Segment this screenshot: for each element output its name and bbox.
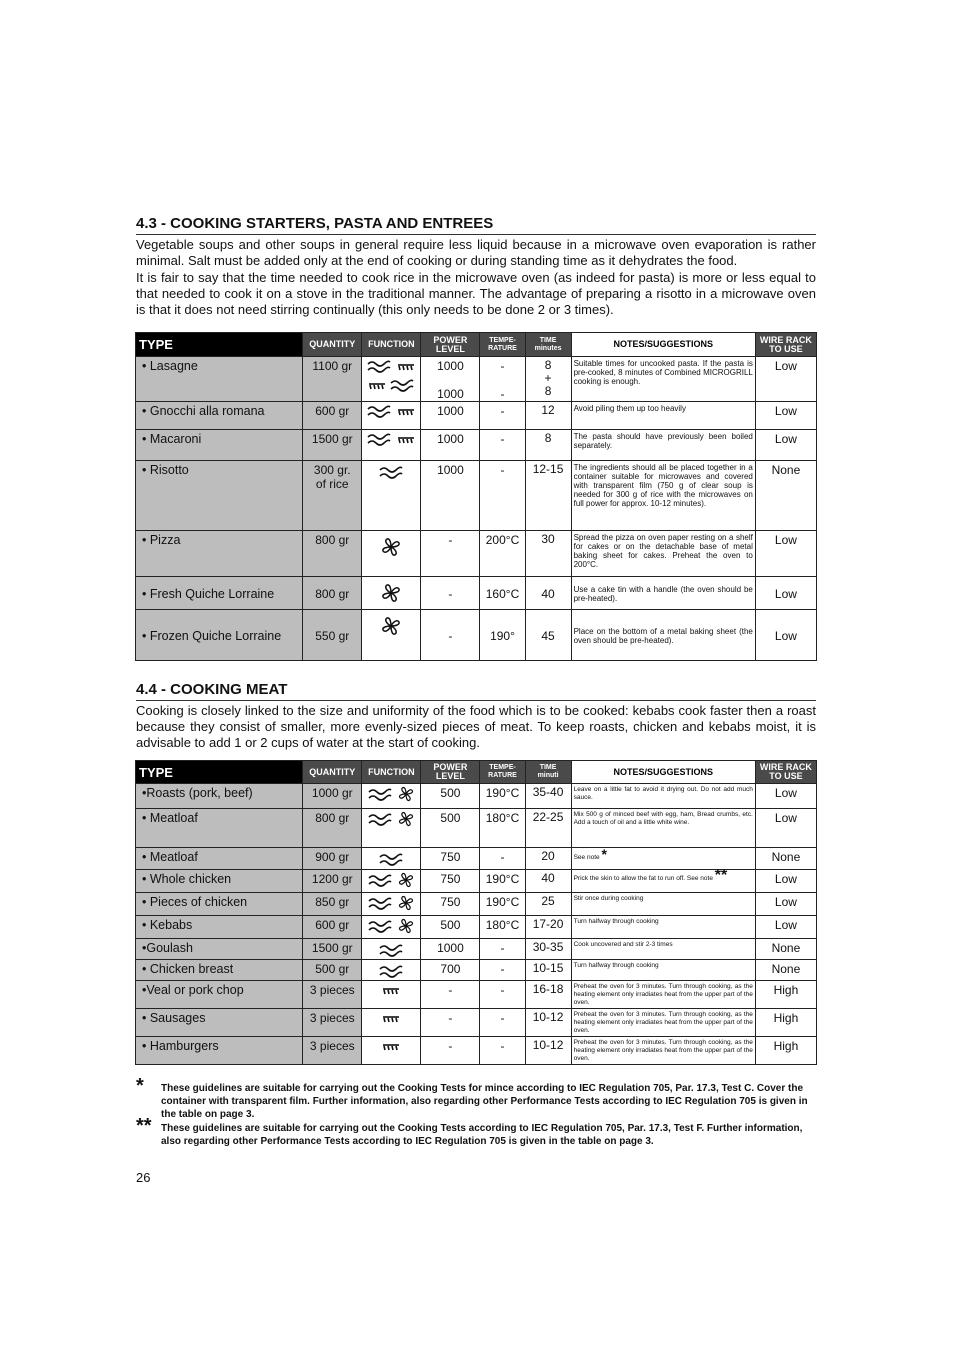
time-cell: 12 [525, 402, 571, 430]
power-cell: 1000 [421, 402, 480, 430]
quantity-cell: 3 pieces [303, 1009, 362, 1037]
header-time: TIME minutes [525, 333, 571, 357]
notes-cell: Leave on a little fat to avoid it drying out. Do not add much sauce. [571, 784, 755, 809]
footnotes [136, 1075, 816, 1148]
function-cell [362, 848, 421, 870]
function-cell [362, 461, 421, 531]
temperature-cell: - [480, 939, 525, 960]
header-time: TIME minuti [525, 761, 571, 784]
microwave-icon [379, 852, 403, 866]
microwave-icon [390, 378, 414, 392]
quantity-cell: 800 gr [303, 531, 362, 577]
table-row [136, 784, 817, 809]
fan-icon [381, 537, 401, 557]
temperature-cell: - [480, 1009, 525, 1037]
header-type: TYPE [136, 761, 303, 784]
type-cell: • Pizza [136, 531, 303, 577]
quantity-cell: 850 gr [303, 893, 362, 916]
function-cell [362, 981, 421, 1009]
table-row [136, 960, 817, 981]
wire-rack-cell: Low [755, 430, 816, 461]
time-cell: 40 [525, 577, 571, 610]
notes-cell: Mix 500 g of minced beef with egg, ham, Bread crumbs, etc. Add a touch of oil and a little white wine. [571, 809, 755, 848]
notes-cell: Avoid piling them up too heavily [571, 402, 755, 430]
type-cell: • Chicken breast [136, 960, 303, 981]
temperature-cell: 190°C [480, 784, 525, 809]
type-cell: •Roasts (pork, beef) [136, 784, 303, 809]
type-cell: • Meatloaf [136, 848, 303, 870]
power-cell: 700 [421, 960, 480, 981]
header-function: FUNCTION [362, 333, 421, 357]
notes-cell: The ingredients should all be placed together in a container suitable for microwaves and covered with transparent film (750 g of clear soup is needed for 300 g of rice with the microwaves on full power for approx. 10-12 minutes). [571, 461, 755, 531]
function-cell [362, 402, 421, 430]
power-cell: 1000 [421, 461, 480, 531]
fan-icon [381, 616, 401, 636]
function-cell [362, 939, 421, 960]
function-cell [362, 577, 421, 610]
page-content [136, 215, 816, 1148]
wire-rack-cell: Low [755, 402, 816, 430]
microwave-icon [379, 465, 403, 479]
wire-rack-cell: Low [755, 893, 816, 916]
type-cell: •Veal or pork chop [136, 981, 303, 1009]
table-row [136, 402, 817, 430]
notes-cell: Preheat the oven for 3 minutes. Turn through cooking, as the heating element only irradiates heat from the upper part of the oven. [571, 1009, 755, 1037]
table-row [136, 610, 817, 661]
quantity-cell: 550 gr [303, 610, 362, 661]
time-cell: 25 [525, 893, 571, 916]
type-cell: • Risotto [136, 461, 303, 531]
table-row [136, 939, 817, 960]
table-row [136, 430, 817, 461]
quantity-cell: 1500 gr [303, 430, 362, 461]
power-cell: 1000 [421, 939, 480, 960]
fan-icon [398, 895, 414, 911]
power-cell: 750 [421, 870, 480, 893]
table-row [136, 809, 817, 848]
microwave-icon [368, 919, 392, 933]
power-cell: 500 [421, 809, 480, 848]
type-cell: • Fresh Quiche Lorraine [136, 577, 303, 610]
fan-icon [398, 786, 414, 802]
quantity-cell: 800 gr [303, 809, 362, 848]
type-cell: • Whole chicken [136, 870, 303, 893]
function-cell [362, 430, 421, 461]
quantity-cell: 3 pieces [303, 1037, 362, 1065]
quantity-cell: 300 gr. of rice [303, 461, 362, 531]
power-cell: 1000 1000 [421, 357, 480, 402]
type-cell: • Meatloaf [136, 809, 303, 848]
header-function: FUNCTION [362, 761, 421, 784]
header-wire-rack: WIRE RACK TO USE [755, 761, 816, 784]
quantity-cell: 1100 gr [303, 357, 362, 402]
header-notes: NOTES/SUGGESTIONS [571, 761, 755, 784]
notes-cell: Use a cake tin with a handle (the oven should be pre-heated). [571, 577, 755, 610]
section-4-3-title: 4.3 - COOKING STARTERS, PASTA AND ENTREES [136, 215, 816, 235]
quantity-cell: 900 gr [303, 848, 362, 870]
power-cell: - [421, 981, 480, 1009]
time-cell: 40 [525, 870, 571, 893]
temperature-cell: - [480, 430, 525, 461]
fan-icon [398, 918, 414, 934]
section-4-4-para-1: Cooking is closely linked to the size and uniformity of the food which is to be cooked: kebabs cook faster then a roast because they consist of smaller, more evenly-sized pieces of meat. To keep roasts, chicken and kebabs moist, it is advisable to add 1 or 2 cups of water at the start of cooking. [136, 703, 816, 750]
time-cell: 8 [525, 430, 571, 461]
table-row [136, 357, 817, 402]
microwave-icon [379, 943, 403, 957]
power-cell: - [421, 610, 480, 661]
power-cell: - [421, 577, 480, 610]
temperature-cell: - [480, 981, 525, 1009]
quantity-cell: 600 gr [303, 402, 362, 430]
wire-rack-cell: Low [755, 531, 816, 577]
power-cell: 750 [421, 893, 480, 916]
notes-cell: Turn halfway through cooking [571, 916, 755, 939]
note-mark: ** [714, 867, 728, 884]
footnote-2: ** These guidelines are suitable for carrying out the Cooking Tests according to IEC Regulation 705, Par. 17.3, Test F. Further information, also regarding other Performance Tests according to IEC Regulation 705 is given in the table on page 3. [136, 1115, 803, 1147]
time-cell: 30 [525, 531, 571, 577]
function-cell [362, 893, 421, 916]
header-wire-rack: WIRE RACK TO USE [755, 333, 816, 357]
temperature-cell: 190° [480, 610, 525, 661]
wire-rack-cell: High [755, 1009, 816, 1037]
power-cell: 750 [421, 848, 480, 870]
type-cell: • Pieces of chicken [136, 893, 303, 916]
temperature-cell: - [480, 960, 525, 981]
wire-rack-cell: None [755, 848, 816, 870]
wire-rack-cell: Low [755, 357, 816, 402]
time-cell: 30-35 [525, 939, 571, 960]
notes-cell: Stir once during cooking [571, 893, 755, 916]
function-cell [362, 809, 421, 848]
quantity-cell: 1500 gr [303, 939, 362, 960]
table-row [136, 577, 817, 610]
temperature-cell: - [480, 848, 525, 870]
header-power-level: POWER LEVEL [421, 333, 480, 357]
time-cell: 20 [525, 848, 571, 870]
microwave-icon [379, 964, 403, 978]
section-4-3-para-2: It is fair to say that the time needed to cook rice in the microwave oven (as indeed for pasta) is more or less equal to that needed to cook it on a stove in the traditional manner. The advantage of preparing a risotto in a microwave oven is that it does not need stirring continually (this only needs to be done 2 or 3 times). [136, 270, 816, 317]
quantity-cell: 800 gr [303, 577, 362, 610]
wire-rack-cell: High [755, 1037, 816, 1065]
time-cell: 35-40 [525, 784, 571, 809]
function-cell [362, 960, 421, 981]
notes-cell: Preheat the oven for 3 minutes. Turn through cooking, as the heating element only irradiates heat from the upper part of the oven. [571, 981, 755, 1009]
power-cell: - [421, 531, 480, 577]
notes-cell: Place on the bottom of a metal baking sheet (the oven should be pre-heated). [571, 610, 755, 661]
header-temperature: TEMPE- RATURE [480, 333, 525, 357]
table-row [136, 531, 817, 577]
wire-rack-cell: Low [755, 916, 816, 939]
microwave-icon [367, 432, 391, 446]
time-cell: 17-20 [525, 916, 571, 939]
wire-rack-cell: None [755, 939, 816, 960]
header-power-level: POWER LEVEL [421, 761, 480, 784]
type-cell: •Goulash [136, 939, 303, 960]
function-cell [362, 357, 421, 402]
grill-icon [368, 382, 386, 392]
microwave-icon [367, 404, 391, 418]
function-cell [362, 870, 421, 893]
microwave-icon [368, 873, 392, 887]
wire-rack-cell: Low [755, 610, 816, 661]
function-cell [362, 610, 421, 661]
header-quantity: QUANTITY [303, 761, 362, 784]
temperature-cell: - [480, 402, 525, 430]
section-4-4-title: 4.4 - COOKING MEAT [136, 681, 816, 701]
fan-icon [398, 811, 414, 827]
grill-icon [397, 408, 415, 418]
page-number: 26 [136, 1170, 151, 1185]
power-cell: - [421, 1037, 480, 1065]
temperature-cell: 190°C [480, 870, 525, 893]
quantity-cell: 500 gr [303, 960, 362, 981]
notes-cell: Prick the skin to allow the fat to run off. See note ** [571, 870, 755, 893]
temperature-cell: 200°C [480, 531, 525, 577]
time-cell: 10-12 [525, 1009, 571, 1037]
table-row [136, 1009, 817, 1037]
type-cell: • Frozen Quiche Lorraine [136, 610, 303, 661]
time-cell: 10-15 [525, 960, 571, 981]
note-mark: * [601, 846, 607, 862]
microwave-icon [367, 359, 391, 373]
wire-rack-cell: None [755, 461, 816, 531]
meat-table [135, 760, 817, 1065]
wire-rack-cell: None [755, 960, 816, 981]
table-row [136, 1037, 817, 1065]
time-cell: 8 + 8 [525, 357, 571, 402]
quantity-cell: 3 pieces [303, 981, 362, 1009]
quantity-cell: 600 gr [303, 916, 362, 939]
notes-cell: Cook uncovered and stir 2-3 times [571, 939, 755, 960]
wire-rack-cell: Low [755, 784, 816, 809]
notes-cell: The pasta should have previously been boiled separately. [571, 430, 755, 461]
starters-table [135, 332, 817, 661]
type-cell: • Hamburgers [136, 1037, 303, 1065]
wire-rack-cell: High [755, 981, 816, 1009]
power-cell: - [421, 1009, 480, 1037]
microwave-icon [368, 787, 392, 801]
fan-icon [381, 583, 401, 603]
header-notes: NOTES/SUGGESTIONS [571, 333, 755, 357]
time-cell: 10-12 [525, 1037, 571, 1065]
quantity-cell: 1200 gr [303, 870, 362, 893]
power-cell: 500 [421, 916, 480, 939]
header-quantity: QUANTITY [303, 333, 362, 357]
grill-icon [397, 363, 415, 373]
table-row [136, 893, 817, 916]
notes-cell: See note * [571, 848, 755, 870]
function-cell [362, 916, 421, 939]
time-cell: 45 [525, 610, 571, 661]
temperature-cell: 180°C [480, 916, 525, 939]
temperature-cell: 180°C [480, 809, 525, 848]
notes-cell: Suitable times for uncooked pasta. If the pasta is pre-cooked, 8 minutes of Combined MICROGRILL cooking is enough. [571, 357, 755, 402]
time-cell: 22-25 [525, 809, 571, 848]
quantity-cell: 1000 gr [303, 784, 362, 809]
table-row [136, 981, 817, 1009]
notes-cell: Preheat the oven for 3 minutes. Turn through cooking, as the heating element only irradiates heat from the upper part of the oven. [571, 1037, 755, 1065]
time-cell: 12-15 [525, 461, 571, 531]
temperature-cell: - [480, 461, 525, 531]
function-cell [362, 1009, 421, 1037]
grill-icon [382, 1043, 400, 1053]
type-cell: • Kebabs [136, 916, 303, 939]
wire-rack-cell: Low [755, 577, 816, 610]
temperature-cell: 190°C [480, 893, 525, 916]
power-cell: 1000 [421, 430, 480, 461]
time-cell: 16-18 [525, 981, 571, 1009]
temperature-cell: - [480, 1037, 525, 1065]
table-row [136, 870, 817, 893]
microwave-icon [368, 812, 392, 826]
type-cell: • Lasagne [136, 357, 303, 402]
temperature-cell: 160°C [480, 577, 525, 610]
type-cell: • Sausages [136, 1009, 303, 1037]
wire-rack-cell: Low [755, 870, 816, 893]
grill-icon [397, 436, 415, 446]
grill-icon [382, 1015, 400, 1025]
footnote-1: * These guidelines are suitable for carrying out the Cooking Tests for mince according to IEC Regulation 705, Par. 17.3, Test C. Cover the container with transparent film. Further information, also regarding other Performance Tests according to IEC Regulation 705 is given in the table on page 3. [136, 1075, 808, 1120]
function-cell [362, 531, 421, 577]
type-cell: • Macaroni [136, 430, 303, 461]
temperature-cell: - - [480, 357, 525, 402]
header-temperature: TEMPE- RATURE [480, 761, 525, 784]
power-cell: 500 [421, 784, 480, 809]
table-row [136, 461, 817, 531]
type-cell: • Gnocchi alla romana [136, 402, 303, 430]
grill-icon [382, 987, 400, 997]
function-cell [362, 784, 421, 809]
header-type: TYPE [136, 333, 303, 357]
microwave-icon [368, 896, 392, 910]
wire-rack-cell: Low [755, 809, 816, 848]
table-row [136, 916, 817, 939]
fan-icon [398, 872, 414, 888]
function-cell [362, 1037, 421, 1065]
notes-cell: Spread the pizza on oven paper resting on a shelf for cakes or on the detachable base of metal baking sheet for cakes. Preheat the oven to 200°C. [571, 531, 755, 577]
section-4-3-para-1: Vegetable soups and other soups in general require less liquid because in a microwave oven evaporation is rather minimal. Salt must be added only at the end of cooking or during standing time as it dehydrates the food. [136, 237, 816, 268]
notes-cell: Turn halfway through cooking [571, 960, 755, 981]
